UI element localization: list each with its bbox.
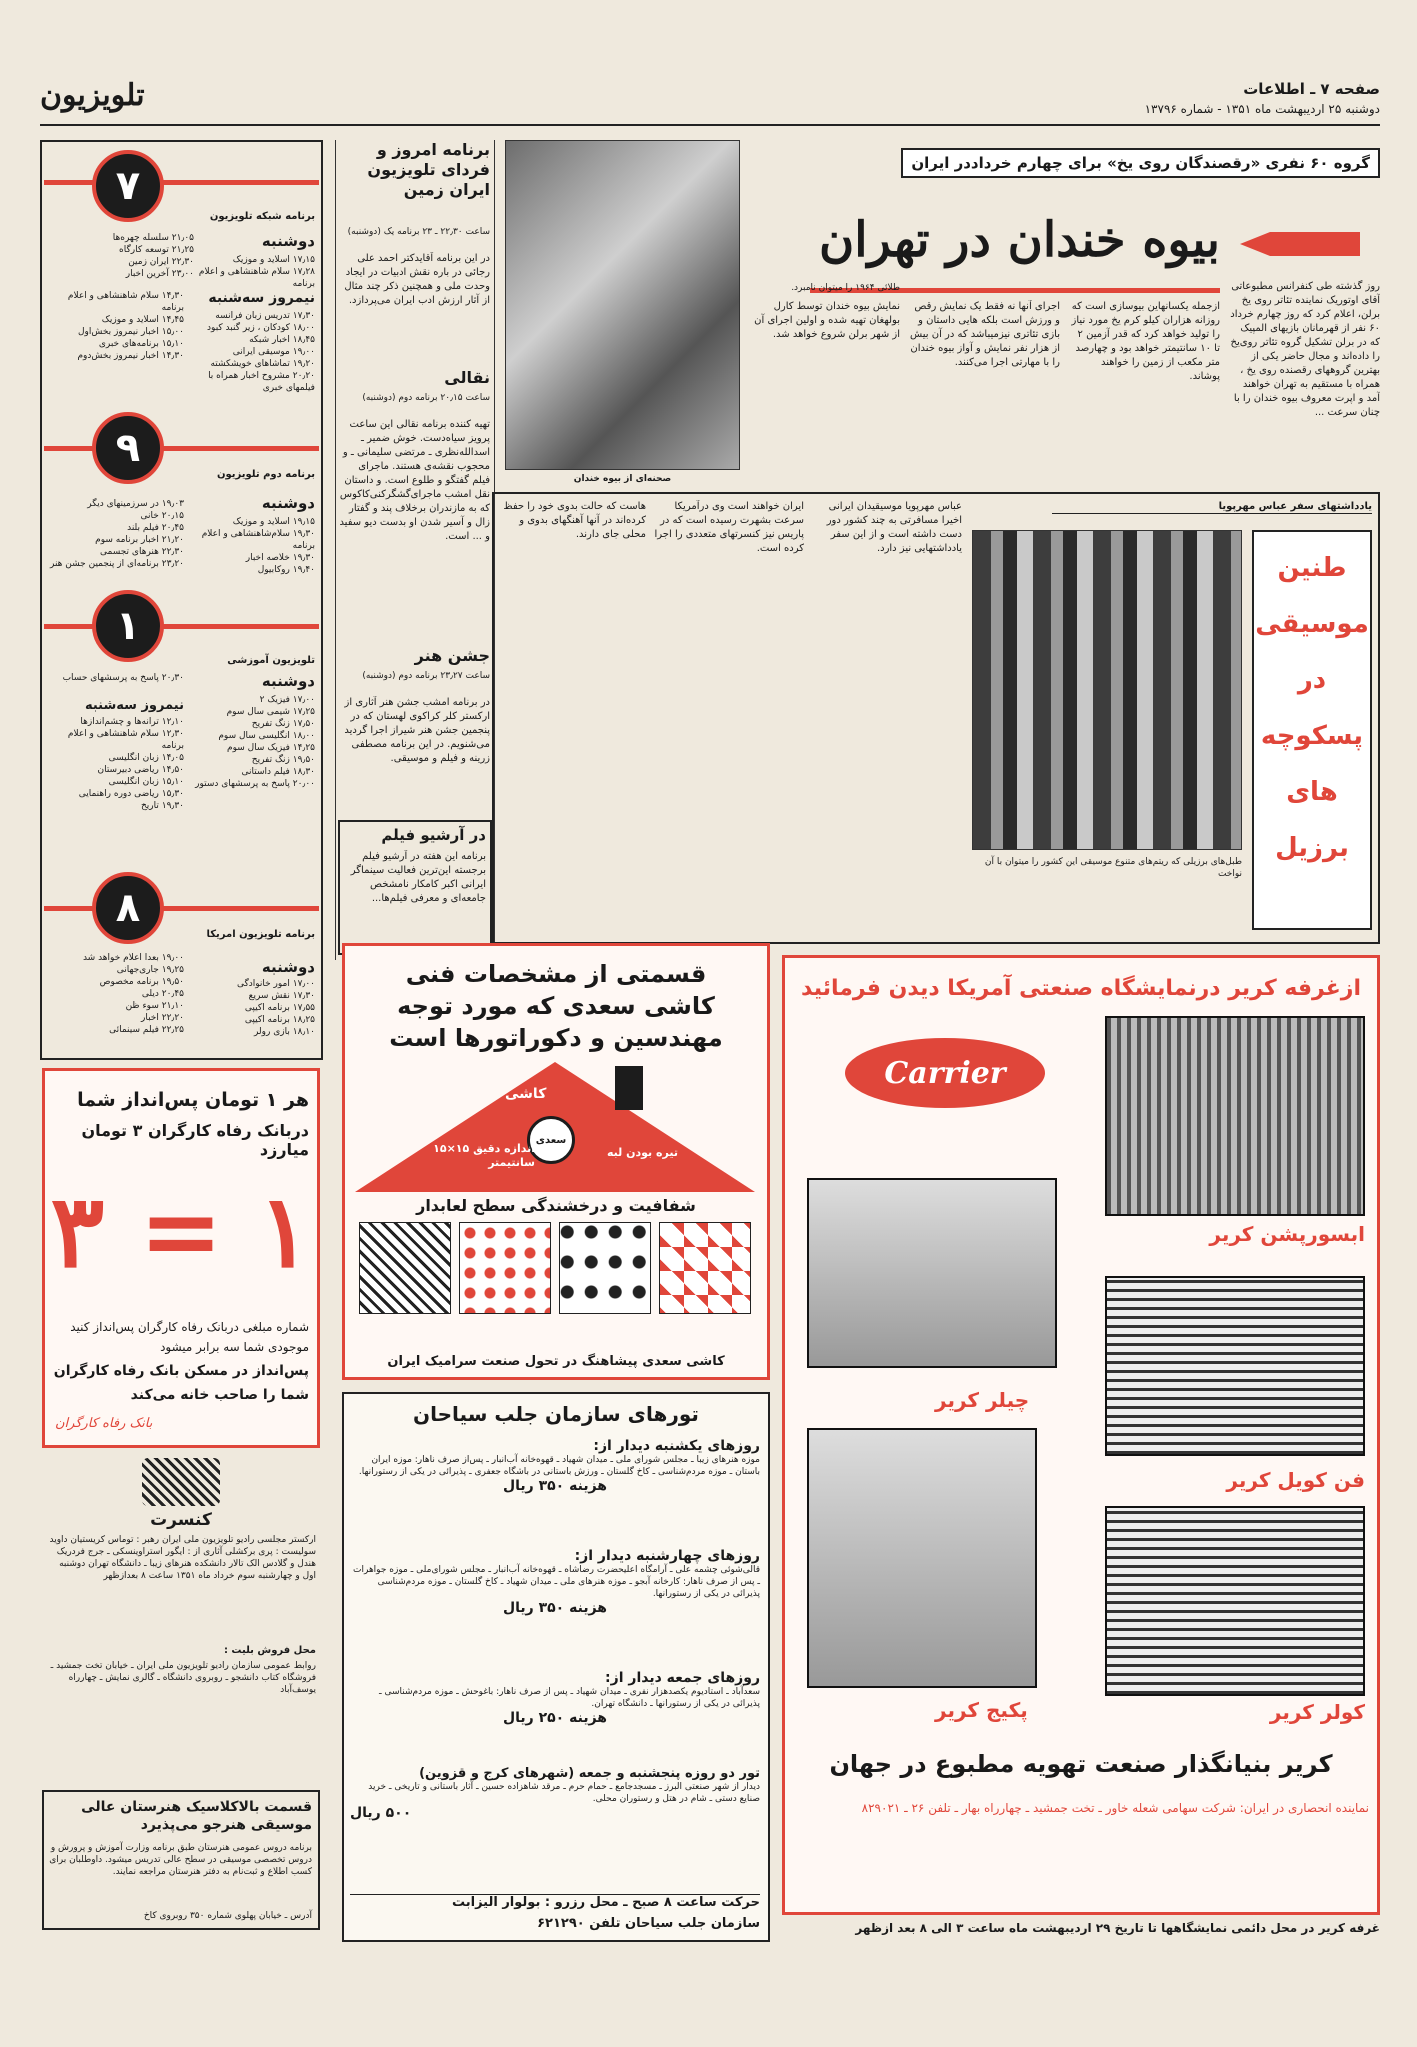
product-label: ابسورپشن کریر (1209, 1222, 1365, 1246)
program-item: ۱۹٫۲۵ جاری‌جهانی (116, 965, 184, 975)
chimney-icon (615, 1066, 643, 1110)
program-list (44, 716, 184, 812)
program-item: ۱۹٫۰۰ موسیقی ایرانی (232, 347, 315, 357)
ornament-icon (142, 1458, 220, 1506)
tiles-roof-label: کاشی (505, 1086, 547, 1102)
archive-body: برنامه این هفته در آرشیو فیلم برجسته این‌ترین فعالیت سینماگر ایرانی اکبر کامکار نامشخص جامعه‌ای و معرفی فیلم‌ها... (350, 851, 486, 904)
tour-body: قالی‌شوئی چشمه علی ـ آرامگاه اعلیحضرت رضاشاه ـ قهوه‌خانه آب‌انبار ـ مجلس شورای‌ملی ـ موزه جواهرات ـ پس از صرف ناهار: کارخانه آبجو ـ موزه هنرهای ملی ـ میدان شهیاد ـ کاخ گلستان ـ موزه مردم‌شناسی پذیرائی در یکی از رستورانها. (353, 1565, 760, 1599)
channel-title: برنامه شبکه تلویزیون (209, 211, 315, 222)
tiles-footer: کاشی سعدی پیشاهنگ در تحول صنعت سرامیک ایران (387, 1354, 725, 1369)
carrier-logo-oval (845, 1038, 1045, 1108)
program-item: ۲۲٫۲۵ فیلم سینمائی (109, 1025, 184, 1035)
tour-body: سعدآباد ـ استادیوم یکصدهزار نفری ـ میدان شهیاد ـ پس از صرف ناهار: باغوحش ـ موزه مردم‌شناسی ـ پذیرائی در یکی از رستورانها ـ دانشگاه تهران. (378, 1687, 760, 1709)
fan-coil-photo (1105, 1276, 1365, 1456)
channel-badge-bar (44, 180, 319, 185)
program-list (190, 978, 315, 1038)
masthead (40, 78, 1380, 126)
tour-heading: روزهای یکشنبه دیدار از: (593, 1438, 760, 1454)
program-item: ۲۱٫۲۵ توسعه کارگاه (119, 245, 194, 255)
day-heading: نیمروز سه‌شنبه (208, 290, 315, 306)
program-item: ۲۱٫۱۰ سوء ظن (125, 1001, 184, 1011)
product-label: کولر کریر (1269, 1700, 1365, 1724)
tour-price: هزینه ۳۵۰ ریال (502, 1478, 607, 1494)
program-body: در این برنامه آقایدکتر احمد علی رجائی در باره نقش ادبیات در ایجاد وحدت ملی و همچنین ذکر چند مثال از آثار ارزش ادب ایران می‌پردازد. (344, 253, 490, 306)
tours-departure: حرکت ساعت ۸ صبح ـ محل رزرو : بولوار الیزابت (350, 1894, 760, 1910)
music-school-title: قسمت بالاکلاسیک هنرستان عالی موسیقی هنرجو می‌پذیرد (81, 1799, 312, 1833)
tour-body: دیدار از شهر صنعتی البرز ـ مسجدجامع ـ حمام حرم ـ مرقد شاهزاده حسین ـ آثار باستانی و تاریخی ـ خرید صنایع دستی ـ شام در هتل و رستوران محلی. (368, 1782, 760, 1804)
tile-sample (559, 1222, 651, 1314)
tour-section (350, 1548, 760, 1616)
concert-ad (42, 1458, 320, 1788)
program-item: ۱۴٫۳۰ سلام شاهنشاهی و اعلام برنامه (67, 291, 184, 313)
archive-title: در آرشیو فیلم (381, 826, 486, 844)
tours-phone: سازمان جلب سیاحان تلفن ۶۲۱۲۹۰ (537, 1916, 760, 1931)
program-item: ۱۸٫۲۵ برنامه اکیپی (244, 1015, 315, 1025)
program-item: ۱۷٫۰۰ فیزیک ۲ (259, 695, 315, 705)
program-item: ۱۴٫۰۵ زبان انگلیسی (108, 753, 184, 763)
tour-price: هزینه ۳۵۰ ریال (502, 1600, 607, 1616)
absorption-chiller-photo (1105, 1016, 1365, 1216)
bank-body3: پس‌انداز در مسکن بانک رفاه کارگران (53, 1363, 309, 1379)
program-item: ۱۴٫۵۰ ریاضی دبیرستان (97, 765, 184, 775)
program-item: ۲۰٫۴۵ دیلی (141, 989, 184, 999)
channel-9 (44, 412, 319, 582)
carrier-logo: Carrier (884, 1055, 1006, 1091)
page-info: صفحه ۷ ـ اطلاعات (1243, 80, 1380, 98)
program-item: ۱۷٫۵۰ زنگ تفریح (251, 719, 315, 729)
program-item: ۱۹٫۳۰ خلاصه اخبار (245, 553, 315, 563)
music-side-title: طنین موسیقی در پسکوچه های برزیل (1255, 553, 1369, 863)
music-body3: هاست که حالت بدوی خود را حفظ کرده‌اند در آنها آهنگهای بدوی و محلی جای دارند. (503, 501, 646, 540)
program-item: ۲۳٫۲۰ برنامه‌ای از پنجمین جشن هنر (50, 559, 184, 569)
program-item: ۱۸٫۰۰ انگلیسی سال سوم (218, 731, 315, 741)
channel-8 (44, 872, 319, 1052)
program-item: ۱۹٫۰۳ در سرزمینهای دیگر (87, 499, 184, 509)
bank-equation: ۳ = ۱ (50, 1172, 312, 1290)
program-item: ۱۹٫۵۰ زنگ تفریح (251, 755, 315, 765)
tour-section (350, 1438, 760, 1494)
tours-ad (342, 1392, 770, 1942)
tiles-size: اندازه دقیق ۱۵×۱۵ سانتیمتر (433, 1142, 535, 1169)
program-item: ۱۷٫۱۵ اسلاید و موزیک (232, 255, 315, 265)
program-list (190, 254, 315, 290)
program-list (44, 498, 184, 570)
program-item: ۱۸٫۰۰ کودکان ، زیر گنبد کبود (207, 323, 315, 333)
program-list (44, 952, 184, 1036)
tiles-gloss: شفافیت و درخشندگی سطح لعابدار (416, 1196, 696, 1215)
program-item: ۱۸٫۳۰ فیلم داستانی (241, 767, 315, 777)
bank-signature: بانک رفاه کارگران (55, 1416, 153, 1431)
program-item: ۱۹٫۱۵ اسلاید و موزیک (232, 517, 315, 527)
tile-sample (459, 1222, 551, 1314)
drums-photo (972, 530, 1242, 850)
carrier-tagline: کریر بنیانگذار صنعت تهویه مطبوع در جهان (829, 1750, 1333, 1778)
program-item: ۱۵٫۳۰ ریاضی دوره راهنمایی (78, 789, 184, 799)
product-label: پکیج کریر (935, 1698, 1028, 1722)
tiles-headline1: قسمتی از مشخصات فنی (405, 960, 707, 988)
program-headline: برنامه امروز و فردای تلویزیون ایران زمین (367, 140, 490, 199)
program-item: ۲۲٫۲۰ اخبار (141, 1013, 184, 1023)
channel-number: ۸ (92, 872, 164, 944)
program-item: ۱۴٫۲۵ فیزیک سال سوم (227, 743, 315, 753)
program-item: ۱۵٫۱۰ زبان انگلیسی (108, 777, 184, 787)
program-item: ۱۹٫۰۰ بعدا اعلام خواهد شد (82, 953, 184, 963)
main-body4: نمایش بیوه خندان توسط کارل بولهغان تهیه شده و اولین اجرای آن از شهر برلن شروع خواهد شد. (754, 301, 900, 340)
program-sub2-body: در برنامه امشب جشن هنر آثاری از ارکستر کلر کراکوی لهستان که در پنجمین جشن هنر شیراز اجرا گردید می‌شنویم. در این برنامه مصطفی زرینه و فیلم و موسیقی. (344, 697, 490, 764)
package-unit-photo (807, 1428, 1037, 1688)
photo-caption: صحنه‌ای از بیوه خندان (505, 473, 740, 485)
carrier-footnote: غرفه کریر در محل دائمی نمایشگاهها تا تاریخ ۲۹ اردیبهشت ماه ساعت ۳ الی ۸ بعد ازظهر (855, 1921, 1380, 1935)
program-item: ۱۹٫۳۰ سلام‌شاهنشاهی و اعلام برنامه (201, 529, 315, 551)
drums-caption: طبل‌های برزیلی که ریتم‌های متنوع موسیقی این کشور را میتوان با آن نواخت (984, 857, 1242, 879)
program-item: ۱۴٫۴۵ اسلاید و موزیک (101, 315, 184, 325)
program-list (44, 232, 194, 280)
music-body2: ایران خواهند است وی درآمریکا سرعت بشهرت رسیده است که در پاریس نیز کنسرتهای متعددی را اجرا کرده است. (654, 501, 804, 554)
main-date-note: طلائی ۱۹۶۴ را میتوان نامبرد. (791, 283, 900, 293)
program-item: ۱۷٫۵۵ برنامه اکیپی (244, 1003, 315, 1013)
film-archive-box (338, 820, 492, 955)
program-sub1: نقالی (444, 368, 490, 387)
carrier-headline: ازغرفه کریر درنمایشگاه صنعتی آمریکا دیدن فرمائید (801, 976, 1361, 1001)
program-item: ۲۰٫۱۵ خانی (140, 511, 184, 521)
tiles-headline2: کاشی سعدی که مورد توجه (397, 992, 715, 1020)
channel-number: ۱ (92, 590, 164, 662)
program-list (185, 516, 315, 576)
program-item: ۱۸٫۱۰ بازی رولر (253, 1027, 315, 1037)
bank-body4: شما را صاحب خانه می‌کند (130, 1387, 309, 1403)
program-sub2-time: ساعت ۲۳٫۲۷ برنامه دوم (دوشنبه) (362, 671, 490, 681)
bank-body2: موجودی شما سه برابر میشود (160, 1340, 309, 1354)
program-item: ۱۷٫۰۰ امور خانوادگی (236, 979, 315, 989)
program-list (44, 672, 184, 684)
tiles-whiteness: تیره بودن لبه (607, 1146, 678, 1159)
day-heading: دوشنبه (261, 232, 315, 250)
main-body2: ازجمله یکسانهاین بیوسازی است که روزانه هزاران کیلو کرم یخ مورد نیاز را تولید خواهد کرد که قدر آزمین ۲ تا ۱۰ سانتیمتر خواهد بود و چهارصد متر مکعب از زمین را خواهند پوشاند. (1071, 301, 1220, 382)
tile-samples (359, 1222, 759, 1342)
program-sub1-time: ساعت ۲۰٫۱۵ برنامه دوم (دوشنبه) (362, 393, 490, 403)
channel-badge-bar (44, 906, 319, 911)
date-line: دوشنبه ۲۵ اردیبهشت ماه ۱۳۵۱ - شماره ۱۳۷۹۶ (1144, 102, 1380, 116)
carrier-rep: نماینده انحصاری در ایران: شرکت سهامی شعله خاور ـ تخت جمشید ـ چهارراه بهار ـ تلفن ۲۶ ـ ۸۲۹۰۲۱ (861, 1801, 1369, 1815)
program-item: ۱۹٫۵۰ برنامه مخصوص (99, 977, 184, 987)
product-label: فن کویل کریر (1226, 1468, 1365, 1492)
ice-show-photo (505, 140, 740, 470)
program-item: ۲۲٫۳۰ هنرهای تجسمی (100, 547, 184, 557)
day-heading: نیمروز سه‌شنبه (84, 698, 184, 713)
program-item: ۱۲٫۱۰ ترانه‌ها و چشم‌اندازها (80, 717, 184, 727)
program-item: ۱۹٫۲۰ تماشاهای خویشکشته (210, 359, 315, 369)
program-sub2: جشن هنر (414, 646, 490, 665)
program-item: ۲۳٫۰۰ آخرین اخبار (125, 269, 194, 279)
tour-heading: تور دو روزه پنجشنبه و جمعه (شهرهای کرج و قزوین) (419, 1766, 760, 1781)
program-sub1-body: تهیه کننده برنامه نقالی این ساعت پرویز سیاه‌دست. خوش ضمیر ـ اسدالله‌نظری ـ مرتضی سلیمانی ـ و محجوب نقشه‌ی هستند. ماجرای فیلم گفتگو و طلوع است. و داستان نقل امشب ماجرای‌گشگرکنی‌کاکوس که به مازندران برخلاف پند و گفتار زال و آسیر شدن او بدست دیو سفید و ... است. (339, 419, 490, 542)
main-headline: بیوه خندان در تهران (819, 212, 1220, 268)
carrier-ad (782, 955, 1380, 1915)
program-item: ۲۰٫۰۰ پاسخ به پرسشهای دستور (195, 779, 315, 789)
music-side-box (1252, 530, 1372, 930)
program-item: ۱۷٫۳۰ تدریس زبان فرانسه (215, 311, 315, 321)
program-item: ۱۹٫۴۰ روکابیول (257, 565, 315, 575)
tour-body: موزه هنرهای زیبا ـ مجلس شورای ملی ـ میدان شهیاد ـ قهوه‌خانه آب‌انبار ـ پس‌از صرف ناهار: موزه ایران باستان ـ موزه مردم‌شناسی ـ کاخ گلستان ـ ورزش باستانی در باشگاه جعفری ـ پذیرائی در یکی از رستورانها. (358, 1455, 760, 1477)
program-item: ۱۵٫۰۰ اخبار نیمروز بخش‌اول (78, 327, 184, 337)
concert-sales-body: روابط عمومی سازمان رادیو تلویزیون ملی ایران ـ خیابان تخت جمشید ـ فروشگاه کتاب دانشجو ـ روبروی دانشگاه ـ گالری نمایش ـ چهارراه یوسف‌آباد (50, 1661, 316, 1695)
day-heading: دوشنبه (261, 672, 315, 690)
program-list (44, 290, 184, 362)
tour-heading: روزهای جمعه دیدار از: (605, 1670, 760, 1686)
headline-arrow (1240, 232, 1360, 256)
brand-badge-text: سعدی (535, 1134, 567, 1146)
program-item: ۲۱٫۰۵ سلسله چهره‌ها (112, 233, 194, 243)
channel-badge-bar (44, 446, 319, 451)
tours-title: تورهای سازمان جلب سیاحان (413, 1402, 699, 1426)
program-column (335, 140, 495, 960)
program-item: ۱۹٫۳۰ تاریخ (140, 801, 184, 811)
tour-price: ۵۰۰ ریال (350, 1805, 412, 1821)
channel-title: برنامه تلویزیون امریکا (206, 929, 315, 940)
channel-title: برنامه دوم تلویزیون (216, 469, 315, 480)
program-time: ساعت ۲۲٫۳۰ ـ ۲۳ برنامه‌ یک (دوشنبه) (347, 227, 490, 237)
music-body1: عباس مهرپویا موسیقیدان ایرانی اخیرا مسافرتی به چند کشور دور دست داشته است و از این سفر یادداشتهایی نیز دارد. (826, 501, 962, 554)
channel-1 (44, 590, 319, 860)
program-item: ۱۷٫۲۸ سلام شاهنشاهی و اعلام برنامه (198, 267, 315, 289)
program-item: ۱۴٫۳۰ اخبار نیمروز بخش‌دوم (77, 351, 184, 361)
bank-ad (42, 1068, 320, 1448)
program-item: ۲۰٫۳۰ پاسخ به پرسشهای حساب (62, 673, 184, 683)
bank-line2: دربانک رفاه کارگران ۳ تومان میارزد (81, 1121, 309, 1159)
music-byline: یادداشتهای سفر عباس مهرپویا (1052, 500, 1372, 514)
program-item: ۲۲٫۳۰ ایران زمین (128, 257, 194, 267)
kicker: گروه ۶۰ نفری «رقصندگان روی یخ» برای چهارم خرداددر ایران (901, 148, 1380, 178)
music-school-ad (42, 1790, 320, 1930)
channel-title: تلویزیون آموزشی (227, 655, 315, 666)
channel-number: ۹ (92, 412, 164, 484)
program-item: ۲۰٫۴۵ فیلم بلند (127, 523, 184, 533)
channel-badge-bar (44, 624, 319, 629)
section-title: تلویزیون (40, 78, 145, 113)
tour-section (350, 1670, 760, 1726)
concert-body: ارکستر مجلسی رادیو تلویزیون ملی ایران رهبر : توماس کریستیان داوید سولیست : پری برکشلی آثاری از : ایگور استراوینسکی ـ جرج فردریک هندل و گلادس الک تالار دانشکده هنرهای زیبا ـ دانشگاه تهران دوشنبه اول و چهارشنبه سوم خرداد ماه ۱۳۵۱ ساعت ۸ بعدازظهر (49, 1535, 316, 1581)
tour-price: هزینه ۲۵۰ ریال (502, 1710, 607, 1726)
program-item: ۱۲٫۳۰ سلام شاهنشاهی و اعلام برنامه (67, 729, 184, 751)
main-body1: روز گذشته طی کنفرانس مطبوعاتی آقای اوتوریک نماینده تئاتر روی یخ برلن، اعلام کرد که روز چهارم خرداد ۶۰ نفر از قهرمانان بازیهای المپیک که در برلن تشکیل گروه تئاتر روی‌یخ را داده‌اند و مجال حاضر یکی از بهترین گروههای رقصنده روی یخ ، همراه با مستقیم به تهران خواهند آمد و اپرت معروف بیوه خندان را با چنان سرعت ... (1230, 281, 1380, 418)
chiller-photo (807, 1178, 1057, 1368)
product-label: چیلر کریر (935, 1388, 1030, 1412)
concert-sales-title: محل فروش بلیت : (223, 1645, 316, 1656)
tiles-ad (342, 943, 770, 1380)
program-item: ۱۵٫۱۰ برنامه‌های خبری (98, 339, 184, 349)
main-body3: اجرای آنها نه فقط یک نمایش رقص و ورزش است بلکه هایی داستان و بازی تئاتری نیزمیباشد که در آن بیش از هزار نفر نمایش و آواز بیوه خندان را با مهارتی اجرا می‌کنند. (910, 301, 1060, 368)
main-article (505, 140, 1380, 490)
day-heading: دوشنبه (261, 494, 315, 512)
day-heading: دوشنبه (261, 958, 315, 976)
bank-body1: شماره مبلغی دربانک رفاه کارگران پس‌انداز کنید (70, 1320, 309, 1334)
program-item: ۱۸٫۴۵ اخبار شبکه (249, 335, 315, 345)
program-list (185, 310, 315, 394)
music-school-address: آدرس ـ خیابان پهلوی شماره ۳۵۰ روبروی کاخ (143, 1911, 312, 1921)
program-item: ۲۰٫۲۰ مشروح اخبار همراه با فیلمهای خبری (208, 371, 315, 393)
program-item: ۱۷٫۳۰ نقش سریع (248, 991, 315, 1001)
tile-sample (359, 1222, 451, 1314)
tour-heading: روزهای چهارشنبه دیدار از: (574, 1548, 760, 1564)
tile-sample (659, 1222, 751, 1314)
program-list (190, 694, 315, 790)
program-item: ۱۷٫۲۵ شیمی سال سوم (226, 707, 315, 717)
channel-7 (44, 150, 319, 420)
cooler-photo (1105, 1506, 1365, 1696)
concert-title: کنسرت (150, 1510, 212, 1530)
tour-section (350, 1766, 760, 1821)
tiles-headline3: مهندسین و دکوراتورها است (389, 1024, 723, 1052)
music-school-body: برنامه دروس عمومی هنرستان طبق برنامه وزارت آموزش و پرورش و دروس تخصصی موسیقی در سطح عالی تدریس میشود. داوطلبان برای کسب اطلاع و ثبت‌نام به دفتر هنرستان مراجعه نمایند. (49, 1843, 312, 1877)
bank-line1: هر ۱ تومان پس‌انداز شما (77, 1089, 309, 1111)
program-item: ۲۱٫۲۰ اخبار برنامه سوم (95, 535, 184, 545)
channel-number: ۷ (92, 150, 164, 222)
music-article (492, 492, 1380, 944)
